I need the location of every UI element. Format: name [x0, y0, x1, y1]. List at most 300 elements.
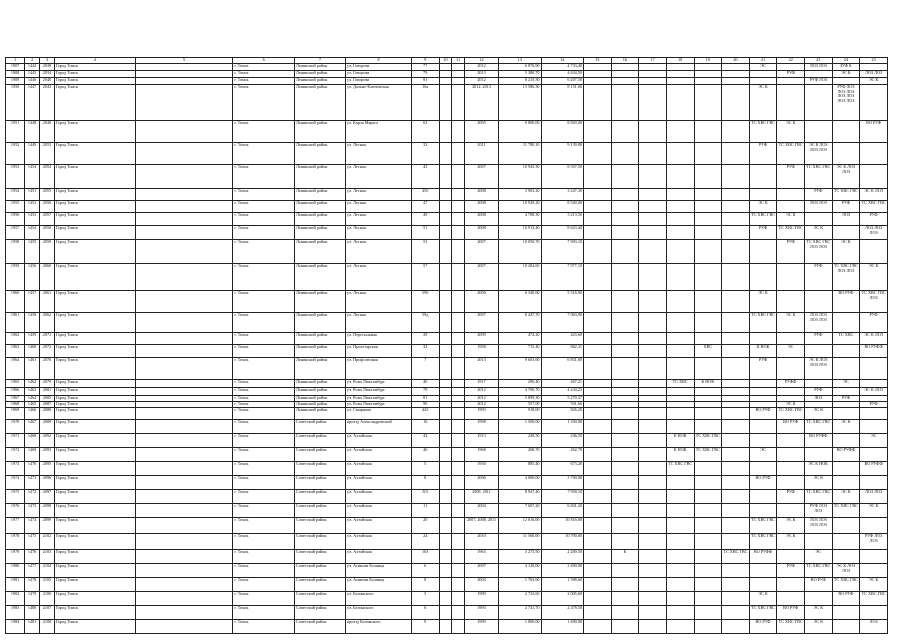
table-cell: г. Томск	[233, 264, 295, 291]
table-cell: ЭС К ЛОЗ ЛОЗ	[832, 165, 860, 189]
table-cell	[452, 345, 465, 358]
table-cell	[135, 213, 233, 226]
table-cell	[611, 264, 639, 291]
table-cell: 2087	[40, 402, 55, 408]
table-cell: Город Томск	[54, 476, 135, 490]
table-cell	[639, 550, 667, 564]
table-cell: РУФ	[832, 396, 860, 402]
table-cell: ЭС К	[777, 534, 805, 550]
table-cell	[860, 550, 888, 564]
table-cell	[452, 518, 465, 534]
table-cell: Ленинский район	[295, 313, 346, 333]
table-cell	[777, 388, 805, 396]
table-cell: 296,40	[499, 380, 542, 388]
table-cell: ВО РУФ	[832, 291, 860, 313]
table-cell	[584, 620, 612, 634]
table-cell: Ленинский район	[295, 408, 346, 420]
table-cell: 2043	[40, 85, 55, 121]
table-row	[6, 408, 888, 420]
table-cell: ул. Алтайская	[346, 534, 412, 550]
table-cell: 10 913,40	[499, 226, 542, 240]
table-cell: 2010	[465, 534, 499, 550]
table-cell: ЛОЗ ЛОЗ	[860, 490, 888, 504]
table-cell: 1 588,60	[541, 578, 584, 592]
table-cell: ВО РУФ	[777, 420, 805, 434]
table-cell: 1457	[25, 291, 40, 313]
table-cell	[639, 264, 667, 291]
table-cell	[639, 462, 667, 476]
table-cell: 1448	[25, 121, 40, 143]
table-cell: г. Томск	[233, 490, 295, 504]
table-cell: ТС ХВС	[832, 333, 860, 345]
table-cell: Ленинский район	[295, 85, 346, 121]
table-cell	[439, 420, 452, 434]
table-cell: ЭС	[777, 345, 805, 358]
table-cell: 2012	[465, 396, 499, 402]
table-cell: 1446	[25, 78, 40, 85]
table-cell	[452, 291, 465, 313]
table-cell: 1951	[6, 121, 25, 143]
table-cell	[639, 592, 667, 606]
table-cell: 1459	[25, 333, 40, 345]
table-cell	[860, 420, 888, 434]
table-cell: 1952	[6, 143, 25, 165]
table-row	[6, 291, 888, 313]
table-cell: 1993	[465, 408, 499, 420]
table-cell: 2106	[40, 592, 55, 606]
table-cell	[584, 143, 612, 165]
table-cell	[749, 78, 777, 85]
table-cell: ЭС	[749, 64, 777, 71]
table-cell: 79	[411, 388, 439, 396]
table-cell: ВО РУФ	[805, 578, 833, 592]
table-cell: К НОК	[749, 345, 777, 358]
table-cell	[666, 71, 694, 78]
table-cell: Город Томск	[54, 578, 135, 592]
table-cell	[135, 143, 233, 165]
table-cell: ул. Лесная	[346, 240, 412, 264]
table-cell: 2079	[40, 380, 55, 388]
table-cell: 1474	[25, 518, 40, 534]
table-cell: ТС ХВС ГВС	[749, 213, 777, 226]
table-cell: 10 204,60	[499, 264, 542, 291]
table-cell	[860, 165, 888, 189]
table-cell: г. Томск	[233, 518, 295, 534]
table-cell	[722, 490, 750, 504]
table-cell: 715,40	[499, 345, 542, 358]
table-cell: Ленинский район	[295, 64, 346, 71]
table-cell	[666, 358, 694, 380]
table-cell	[135, 448, 233, 462]
table-cell: Советский район	[295, 420, 346, 434]
table-cell: ул. Лесная	[346, 189, 412, 201]
table-cell	[639, 564, 667, 578]
column-header: 13	[499, 58, 542, 64]
table-cell: ул. Белинского	[346, 592, 412, 606]
table-cell	[749, 578, 777, 592]
column-header: 7	[295, 58, 346, 64]
table-cell	[135, 592, 233, 606]
table-cell: 2 478,50	[541, 606, 584, 620]
table-cell: ЭС К	[777, 518, 805, 534]
table-cell: 3 903,20	[499, 189, 542, 201]
table-cell: 44	[411, 434, 439, 448]
table-cell: ул. Алтайская	[346, 518, 412, 534]
table-cell: Советский район	[295, 534, 346, 550]
table-cell: 8 820,00	[541, 121, 584, 143]
table-cell	[452, 490, 465, 504]
table-cell	[666, 226, 694, 240]
table-cell: 1454	[25, 226, 40, 240]
table-cell: ЭС	[832, 380, 860, 388]
table-cell: Город Томск	[54, 448, 135, 462]
table-cell: 1917	[465, 380, 499, 388]
table-cell: 1445	[25, 71, 40, 78]
table-cell: 1 763,60	[499, 578, 542, 592]
column-header: 4	[54, 58, 135, 64]
table-cell: ЛОЗ ЛОЗ ЛОЗ ЛОЗ	[805, 518, 833, 534]
table-cell	[832, 476, 860, 490]
table-cell: Город Томск	[54, 264, 135, 291]
table-cell: 1475	[25, 534, 40, 550]
table-cell: ул. Дальне-Ключевская	[346, 85, 412, 121]
table-cell: г. Томск	[233, 240, 295, 264]
table-cell: 1 350,00	[541, 420, 584, 434]
table-cell	[694, 490, 722, 504]
table-cell	[452, 578, 465, 592]
table-cell: ул. Карла Маркса	[346, 121, 412, 143]
table-cell: 1973	[6, 462, 25, 476]
table-cell	[722, 476, 750, 490]
table-cell: Ленинский район	[295, 165, 346, 189]
table-cell	[611, 165, 639, 189]
table-cell	[694, 71, 722, 78]
table-cell	[722, 592, 750, 606]
table-cell: 9 603,60	[499, 358, 542, 380]
table-cell	[639, 434, 667, 448]
table-cell: ТС ХВС ГВС	[694, 434, 722, 448]
table-cell	[584, 606, 612, 620]
table-cell	[584, 189, 612, 201]
table-cell: 2013	[465, 358, 499, 380]
table-cell: ЛОЗ ЛОЗ	[805, 201, 833, 213]
table-cell: 2104	[40, 564, 55, 578]
column-header: 25	[860, 58, 888, 64]
table-cell: Советский район	[295, 434, 346, 448]
table-cell: проезд Белинского	[346, 620, 412, 634]
table-cell: ТС ХВС ГВС	[860, 592, 888, 606]
table-cell: РУФ ЛОЗ	[805, 78, 833, 85]
table-cell	[452, 592, 465, 606]
table-cell: 1447	[25, 85, 40, 121]
table-row	[6, 462, 888, 476]
table-cell: ЭС К	[749, 85, 777, 121]
table-cell: 1462	[25, 380, 40, 388]
table-cell	[611, 518, 639, 534]
table-cell	[452, 71, 465, 78]
table-cell: г. Томск	[233, 408, 295, 420]
table-cell: ЭС К	[777, 313, 805, 333]
table-cell	[694, 606, 722, 620]
table-cell: 1452	[25, 201, 40, 213]
table-cell	[860, 240, 888, 264]
table-cell: г. Томск	[233, 396, 295, 402]
table-cell	[860, 380, 888, 388]
table-cell: 2012	[465, 64, 499, 71]
table-cell	[584, 264, 612, 291]
table-cell: 42б	[411, 408, 439, 420]
table-cell	[452, 448, 465, 462]
table-cell: ТС ХВС ГВС	[805, 490, 833, 504]
table-cell: 1465	[25, 402, 40, 408]
table-cell: 4 000,00	[499, 476, 542, 490]
table-cell	[611, 71, 639, 78]
table-cell: г. Томск	[233, 121, 295, 143]
table-cell: ТС ХВС ГВС	[860, 201, 888, 213]
table-cell: 1472	[25, 490, 40, 504]
table-cell	[452, 388, 465, 396]
table-cell: ВО РУФ	[860, 121, 888, 143]
table-cell: РУФ	[777, 71, 805, 78]
table-cell: РУФ	[777, 165, 805, 189]
table-cell: ул. Лесная	[346, 264, 412, 291]
table-cell	[584, 201, 612, 213]
table-cell: Советский район	[295, 518, 346, 534]
column-header: 20	[722, 58, 750, 64]
table-cell: 53	[411, 240, 439, 264]
table-cell: ТС ХВС ГВС	[832, 189, 860, 201]
table-row	[6, 380, 888, 388]
table-cell	[777, 578, 805, 592]
table-cell: 1477	[25, 564, 40, 578]
table-cell: 57	[411, 264, 439, 291]
table-cell: ул. Лесная	[346, 291, 412, 313]
table-cell	[694, 462, 722, 476]
table-cell: 1977	[6, 518, 25, 534]
table-cell: 1983	[6, 606, 25, 620]
table-cell	[439, 448, 452, 462]
table-cell: 1467	[25, 420, 40, 434]
table-cell: 45б	[411, 189, 439, 201]
table-cell: 24	[411, 534, 439, 550]
table-cell	[722, 606, 750, 620]
table-cell	[722, 620, 750, 634]
table-cell: ЭС К ЛОЗ	[860, 189, 888, 201]
table-cell: 2085	[40, 396, 55, 402]
table-cell: 2093	[40, 448, 55, 462]
table-cell: РУФ	[805, 264, 833, 291]
table-cell	[666, 518, 694, 534]
table-cell: 1967	[6, 396, 25, 402]
table-row	[6, 606, 888, 620]
table-cell: Город Томск	[54, 462, 135, 476]
table-cell: 5	[411, 462, 439, 476]
table-cell	[639, 165, 667, 189]
table-cell: г. Томск	[233, 578, 295, 592]
table-cell	[452, 240, 465, 264]
table-cell	[722, 291, 750, 313]
table-cell: г. Томск	[233, 402, 295, 408]
table-cell: 2055	[40, 189, 55, 201]
table-cell	[639, 420, 667, 434]
table-cell	[439, 213, 452, 226]
table-cell	[611, 620, 639, 634]
table-cell: ул. Белинского	[346, 606, 412, 620]
table-cell: 1468	[25, 434, 40, 448]
table-cell	[584, 490, 612, 504]
table-row	[6, 490, 888, 504]
table-cell	[805, 448, 833, 462]
table-cell: г. Томск	[233, 550, 295, 564]
table-cell: Город Томск	[54, 420, 135, 434]
table-cell: г. Томск	[233, 564, 295, 578]
table-cell	[439, 143, 452, 165]
table-cell: г. Томск	[233, 358, 295, 380]
table-cell: Ленинский район	[295, 78, 346, 85]
table-cell	[611, 143, 639, 165]
table-cell: ВО РУФ	[749, 620, 777, 634]
table-cell	[135, 201, 233, 213]
table-cell	[611, 333, 639, 345]
table-cell	[584, 388, 612, 396]
table-cell	[832, 388, 860, 396]
table-cell: 1981	[6, 578, 25, 592]
table-cell: 1957	[6, 226, 25, 240]
table-cell	[722, 333, 750, 345]
table-cell	[666, 490, 694, 504]
table-cell: Город Томск	[54, 388, 135, 396]
table-cell	[666, 213, 694, 226]
table-cell: Город Томск	[54, 606, 135, 620]
table-cell: 7	[411, 358, 439, 380]
table-cell	[584, 462, 612, 476]
table-cell	[452, 165, 465, 189]
table-cell	[832, 408, 860, 420]
table-cell	[611, 462, 639, 476]
table-cell	[832, 550, 860, 564]
table-cell: Ленинский район	[295, 396, 346, 402]
table-cell	[722, 448, 750, 462]
table-cell	[452, 476, 465, 490]
table-cell: г. Томск	[233, 291, 295, 313]
table-cell	[135, 490, 233, 504]
table-cell: 10 816,00	[541, 518, 584, 534]
table-cell	[722, 564, 750, 578]
table-cell: ЛОЗ	[860, 620, 888, 634]
table-cell: ЭС К ЛОЗ ЛОЗ ЛОЗ	[805, 358, 833, 380]
table-cell	[666, 345, 694, 358]
table-cell	[584, 291, 612, 313]
table-cell	[722, 578, 750, 592]
table-cell	[439, 85, 452, 121]
table-cell: К	[611, 550, 639, 564]
table-cell: 673,20	[541, 462, 584, 476]
table-cell: 1974	[6, 476, 25, 490]
table-cell	[584, 420, 612, 434]
table-cell	[611, 345, 639, 358]
table-cell	[639, 333, 667, 345]
table-cell: 1968	[6, 402, 25, 408]
table-cell	[777, 333, 805, 345]
table-cell: 7 607,20	[499, 504, 542, 518]
table-cell	[749, 420, 777, 434]
table-cell	[694, 388, 722, 396]
table-cell	[439, 592, 452, 606]
column-header: 23	[805, 58, 833, 64]
table-cell	[439, 201, 452, 213]
table-cell	[135, 226, 233, 240]
table-cell: 2057	[40, 213, 55, 226]
table-cell	[439, 408, 452, 420]
table-row	[6, 85, 888, 121]
table-cell	[439, 121, 452, 143]
table-cell: 32	[411, 345, 439, 358]
table-cell: ЭС К	[777, 121, 805, 143]
table-cell	[439, 388, 452, 396]
table-cell: 8	[411, 476, 439, 490]
table-cell	[584, 534, 612, 550]
table-cell: 11	[411, 504, 439, 518]
table-cell	[611, 85, 639, 121]
table-cell: Советский район	[295, 550, 346, 564]
table-cell: ТС ХВС ГВС	[832, 504, 860, 518]
table-cell: ТС ХВС ГВС ЛОЗ	[860, 291, 888, 313]
table-cell	[666, 550, 694, 564]
table-cell: Город Томск	[54, 358, 135, 380]
table-cell	[611, 213, 639, 226]
table-cell: ЛОЗ ЛОЗ ЛОЗ ЛОЗ	[805, 313, 833, 333]
table-cell: 12 016,00	[499, 518, 542, 534]
table-row	[6, 143, 888, 165]
table-row	[6, 71, 888, 78]
table-cell	[666, 201, 694, 213]
table-cell	[639, 358, 667, 380]
table-row	[6, 534, 888, 550]
table-cell	[639, 201, 667, 213]
table-cell: ул. Алтайская	[346, 476, 412, 490]
table-cell	[639, 578, 667, 592]
table-cell: 1 500,00	[499, 420, 542, 434]
table-cell	[584, 240, 612, 264]
table-cell: 1481	[25, 620, 40, 634]
table-cell: Ленинский район	[295, 213, 346, 226]
table-cell: 1969	[6, 408, 25, 420]
table-cell: Ленинский район	[295, 226, 346, 240]
table-cell: 2097	[40, 490, 55, 504]
table-cell: 2062	[40, 313, 55, 333]
table-cell	[452, 504, 465, 518]
table-cell: ЭС К	[805, 620, 833, 634]
table-cell: Город Томск	[54, 213, 135, 226]
table-cell: 1979	[6, 550, 25, 564]
table-cell	[694, 504, 722, 518]
table-cell	[832, 121, 860, 143]
table-cell: г. Томск	[233, 189, 295, 201]
table-cell	[135, 380, 233, 388]
table-cell	[694, 408, 722, 420]
table-cell	[452, 358, 465, 380]
table-cell	[135, 606, 233, 620]
table-cell: 1982	[6, 592, 25, 606]
table-cell	[439, 240, 452, 264]
table-row	[6, 345, 888, 358]
table-cell	[694, 476, 722, 490]
table-cell: ХВС	[694, 345, 722, 358]
table-cell	[452, 264, 465, 291]
table-cell: ЭС К	[749, 592, 777, 606]
table-cell	[439, 333, 452, 345]
table-cell	[694, 189, 722, 201]
